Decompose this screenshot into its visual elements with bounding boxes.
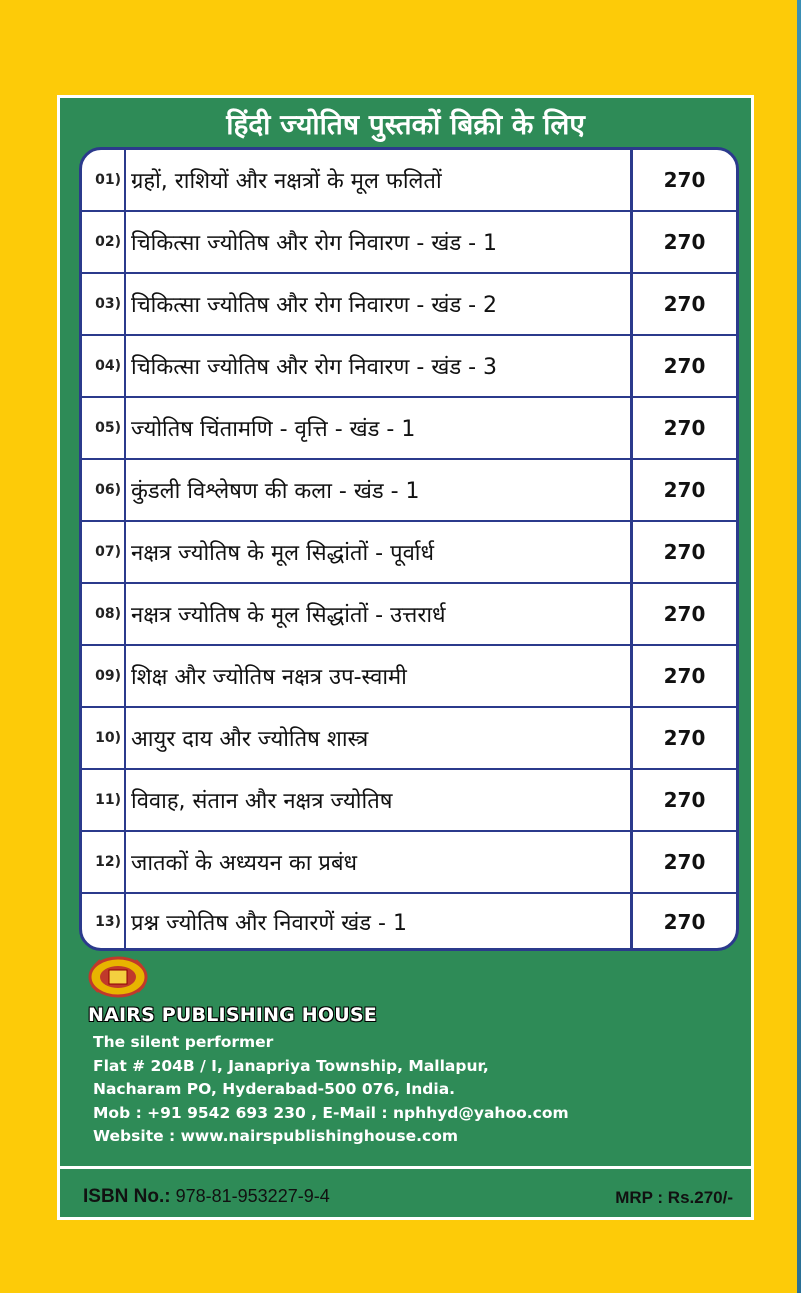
table-row (82, 150, 736, 212)
book-title: जातकों के अध्ययन का प्रबंध (126, 832, 633, 892)
book-title: चिकित्सा ज्योतिष और रोग निवारण - खंड - 3 (126, 336, 633, 396)
mrp-price: MRP : Rs.270/- (615, 1188, 733, 1207)
book-price: 270 (663, 292, 706, 316)
row-number: 03) (82, 274, 126, 334)
book-title: ज्योतिष चिंतामणि - वृत्ति - खंड - 1 (126, 398, 633, 458)
book-price: 270 (663, 664, 706, 688)
table-row (82, 646, 736, 708)
book-title: आयुर दाय और ज्योतिष शास्त्र (126, 708, 633, 768)
table-row (82, 894, 736, 950)
table-row (82, 336, 736, 398)
book-price: 270 (663, 602, 706, 626)
table-row (82, 584, 736, 646)
row-number: 02) (82, 212, 126, 272)
isbn-label: ISBN No.: (83, 1186, 171, 1207)
book-price-table (79, 147, 739, 951)
isbn-value: 978-81-953227-9-4 (170, 1186, 330, 1206)
table-row (82, 832, 736, 894)
row-number: 01) (82, 150, 126, 210)
book-price: 270 (663, 478, 706, 502)
row-number: 07) (82, 522, 126, 582)
book-title: चिकित्सा ज्योतिष और रोग निवारण - खंड - 1 (126, 212, 633, 272)
website-line: Website : www.nairspublishinghouse.com (93, 1127, 459, 1145)
footer-divider (60, 1166, 751, 1169)
table-row (82, 522, 736, 584)
row-number: 13) (82, 894, 126, 950)
book-price: 270 (663, 168, 706, 192)
book-price: 270 (663, 726, 706, 750)
table-row (82, 770, 736, 832)
address-line-1: Flat # 204B / I, Janapriya Township, Mallapur, (93, 1056, 489, 1075)
publisher-name: NAIRS PUBLISHING HOUSE (88, 1004, 377, 1026)
table-row (82, 398, 736, 460)
book-price: 270 (663, 910, 706, 934)
row-number: 04) (82, 336, 126, 396)
row-number: 05) (82, 398, 126, 458)
book-title: नक्षत्र ज्योतिष के मूल सिद्धांतों - उत्तरार्ध (126, 584, 633, 644)
address-line-2: Nacharam PO, Hyderabad-500 076, India. (93, 1080, 456, 1098)
page-title: हिंदी ज्योतिष पुस्तकों बिक्री के लिए (226, 108, 585, 141)
book-price: 270 (663, 850, 706, 874)
book-title: विवाह, संतान और नक्षत्र ज्योतिष (126, 770, 633, 830)
book-price: 270 (663, 416, 706, 440)
table-row (82, 708, 736, 770)
table-row (82, 460, 736, 522)
book-title: प्रश्न ज्योतिष और निवारणें खंड - 1 (126, 894, 633, 950)
book-price: 270 (663, 354, 706, 378)
publisher-tagline: The silent performer (93, 1033, 274, 1051)
row-number: 12) (82, 832, 126, 892)
book-title: चिकित्सा ज्योतिष और रोग निवारण - खंड - 2 (126, 274, 633, 334)
publisher-logo-icon (88, 956, 148, 998)
book-title: नक्षत्र ज्योतिष के मूल सिद्धांतों - पूर्वार्ध (126, 522, 633, 582)
book-price: 270 (663, 540, 706, 564)
isbn (83, 1186, 330, 1208)
row-number: 10) (82, 708, 126, 768)
contact-line: Mob : +91 9542 693 230 , E-Mail : nphhyd@yahoo.com (93, 1103, 569, 1122)
book-title: कुंडली विश्लेषण की कला - खंड - 1 (126, 460, 633, 520)
row-number: 08) (82, 584, 126, 644)
row-number: 09) (82, 646, 126, 706)
price-list-panel (57, 95, 754, 1220)
edge-stripe (797, 0, 801, 1293)
row-number: 11) (82, 770, 126, 830)
book-price: 270 (663, 230, 706, 254)
publisher-info (93, 1031, 569, 1149)
book-price: 270 (663, 788, 706, 812)
table-row (82, 274, 736, 336)
book-title: शिक्ष और ज्योतिष नक्षत्र उप-स्वामी (126, 646, 633, 706)
row-number: 06) (82, 460, 126, 520)
book-title: ग्रहों, राशियों और नक्षत्रों के मूल फलितों (126, 150, 633, 210)
table-row (82, 212, 736, 274)
